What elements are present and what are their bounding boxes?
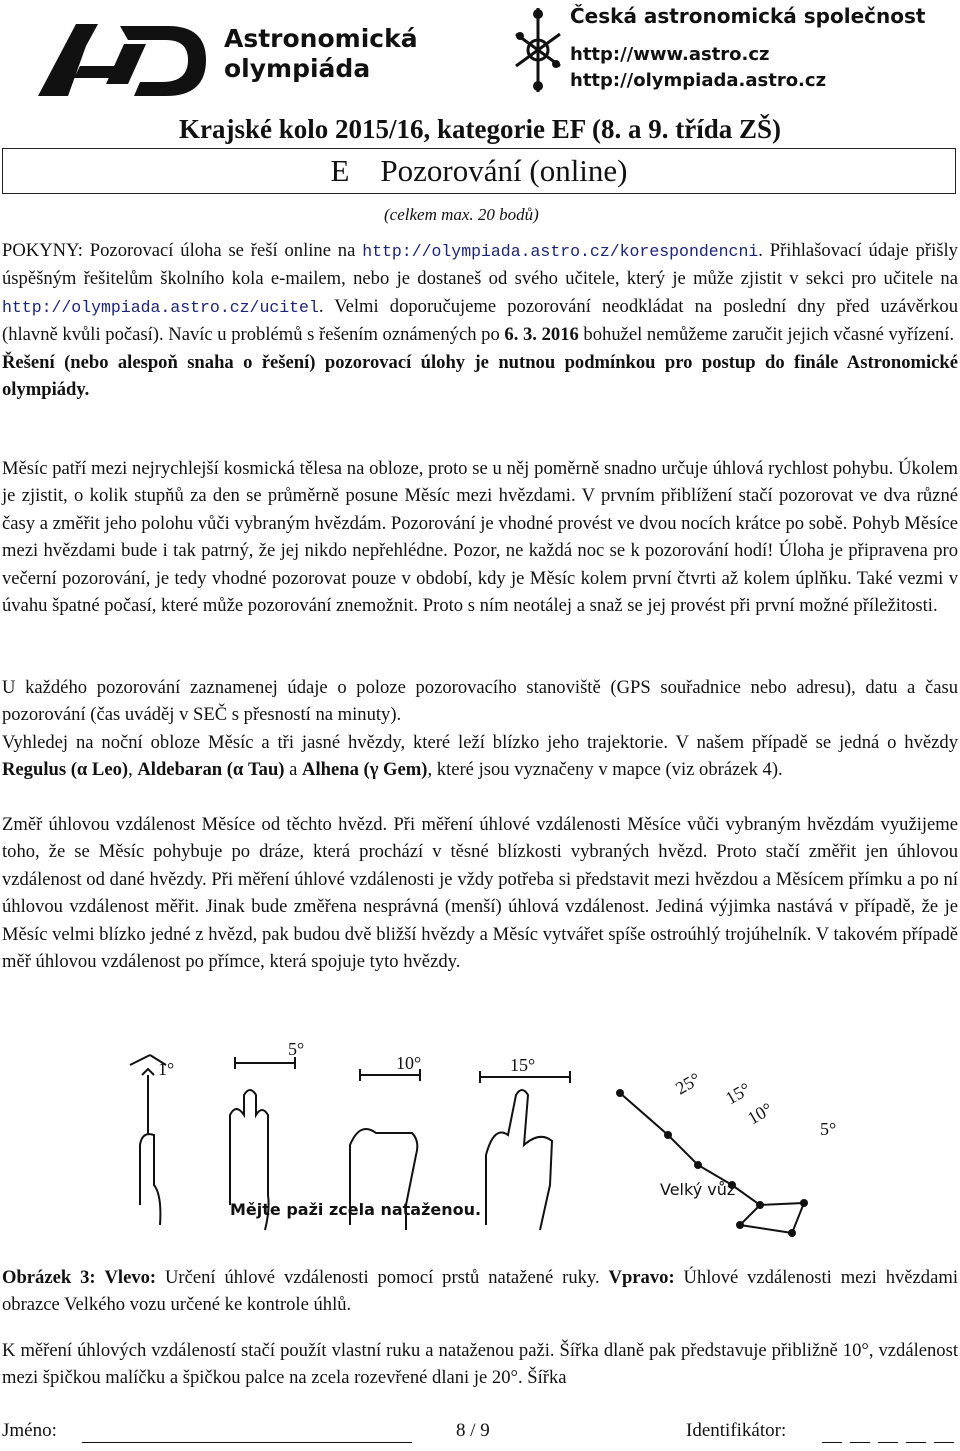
- instructions-text-3: . Velmi doporučujeme pozorování neodkládat na poslední dny před uzávěrkou (hlavně kvůli počasí). Navíc u problémů s řešením oznámených po: [2, 295, 958, 346]
- section-title: [2, 148, 956, 194]
- instructions-text-4: bohužel nemůžeme zaručit jejich včasné vyřízení.: [578, 324, 955, 346]
- olympiad-logo: [28, 4, 428, 104]
- round-title: Krajské kolo 2015/16, kategorie EF (8. a 9. třída ZŠ): [179, 114, 781, 144]
- body-paragraph-3: [2, 729, 958, 784]
- page-footer: [2, 1420, 958, 1448]
- identifier-field[interactable]: [822, 1442, 958, 1443]
- dipper-label-5: 5°: [820, 1119, 837, 1139]
- instructions-bold-note: Řešení (nebo alespoň snaha o řešení) pozorovací úlohy je nutnou podmínkou pro postup do finále Astronomické olympiády.: [2, 351, 958, 401]
- constellation-name: Velký vůz: [660, 1180, 736, 1199]
- instructions-label: POKYNY:: [2, 240, 83, 261]
- star-regulus: Regulus (α Leo): [2, 759, 129, 781]
- body-p3-text-b: ,: [128, 759, 138, 781]
- body-paragraph-1: Měsíc patří mezi nejrychlejší kosmická tělesa na obloze, proto se u něj poměrně snadno určuje úhlová rychlost pohybu. Úkolem je zjistit, o kolik stupňů za den se průměrně posune Měsíc mezi hvězdami. V prvním přiblížení stačí pozorovat ve dva různé časy a změřit jeho polohu vůči vybraným hvězdám. Pozorování je vhodné provést ve dvou nocích krátce po sobě. Pohyb Měsíce mezi hvězdami bude i tak patrný, že jej nikdo nepřehlédne. Pozor, ne každá noc se k pozorování hodí! Úloha je připravena pro večerní pozorování, je tedy vhodné pozorovat pouze v období, kdy je Měsíc kolem první čtvrti až kolem úplňku. Také vezmi v úvahu špatné počasí, které může pozorování znemožnit. Proto s ním neotálej a snaž se jej provést při první možné příležitosti.: [2, 458, 958, 617]
- caption-right-label: Vpravo:: [608, 1267, 675, 1288]
- figure-hand-angles: [120, 1035, 840, 1240]
- caption-right-text: Úhlové vzdálenosti mezi hvězdami obrazce Velkého vozu určené ke kontrole úhlů.: [2, 1267, 958, 1316]
- figure-hint: Mějte paži zcela nataženou.: [230, 1200, 482, 1219]
- identifier-label: Identifikátor:: [686, 1420, 787, 1441]
- deadline-date: 6. 3. 2016: [504, 324, 579, 346]
- label-15-degree: 15°: [510, 1055, 536, 1075]
- page-number: 8 / 9: [456, 1420, 490, 1441]
- society-name: Česká astronomická společnost: [570, 4, 926, 28]
- society-url-1[interactable]: http://www.astro.cz: [570, 44, 770, 65]
- figure-caption: [2, 1264, 958, 1319]
- label-10-degree: 10°: [396, 1053, 422, 1073]
- dipper-label-15: 15°: [722, 1078, 754, 1109]
- olympiad-logo-mark: [28, 4, 228, 104]
- caption-left-text: Určení úhlové vzdálenosti pomocí prstů natažené ruky.: [156, 1267, 609, 1288]
- dipper-label-25: 25°: [672, 1068, 704, 1099]
- society-header: [530, 4, 950, 100]
- body-paragraph-4: Změř úhlovou vzdálenost Měsíce od těchto hvězd. Při měření úhlové vzdálenosti Měsíce vůči vybraným hvězdám využijeme toho, že se Měsíc pohybuje po dráze, která prochází v těsné blízkosti vybraných hvězd. Proto stačí změřit jen úhlovou vzdálenost od dané hvězdy. Při měření úhlové vzdálenosti je vždy potřeba si představit mezi hvězdou a Měsícem přímku a po ní úhlovou vzdálenost měřit. Jinak bude změřena nesprávná (menší) úhlová vzdálenost. Jediná výjimka nastává v případě, že je Měsíc velmi blízko jedné z hvězd, pak budou dvě bližší hvězdy a Měsíc vytvářet spíše ostroúhlý trojúhelník. V takovém případě měř úhlovou vzdálenost po přímce, která spojuje tyto hvězdy.: [2, 814, 958, 973]
- name-field[interactable]: [82, 1442, 412, 1443]
- body-p3-text-a: Vyhledej na noční obloze Měsíc a tři jasné hvězdy, které leží blízko jeho trajektorie. V našem případě se jedná o hvězdy: [2, 732, 958, 753]
- instructions-text-2: . Přihlašovací údaje přišly úspěšným řešitelům školního kola e-mailem, nebo je dostaneš od svého učitele, který je může zjistit v sekci pro učitele na: [2, 240, 958, 290]
- society-emblem-icon: [510, 4, 566, 96]
- label-1-degree: 1°: [158, 1059, 175, 1079]
- dipper-label-10: 10°: [744, 1098, 776, 1129]
- logo-line-1: Astronomická: [224, 24, 418, 53]
- body-paragraph-5: K měření úhlových vzdáleností stačí použít vlastní ruku a nataženou paži. Šířka dlaně pak představuje přibližně 10°, vzdálenost mezi špičkou malíčku a špičkou palce na zcela rozevřené dlani je 20°. Šířka: [2, 1340, 958, 1389]
- logo-title: [224, 24, 418, 84]
- star-aldebaran: Aldebaran (α Tau): [137, 759, 285, 781]
- korespondencni-link[interactable]: http://olympiada.astro.cz/korespondencni: [362, 242, 759, 261]
- ucitel-link[interactable]: http://olympiada.astro.cz/ucitel: [2, 297, 319, 317]
- max-points: (celkem max. 20 bodů): [384, 205, 539, 224]
- star-alhena: Alhena (γ Gem): [302, 759, 428, 781]
- society-url-2[interactable]: http://olympiada.astro.cz: [570, 70, 827, 91]
- name-label: Jméno:: [2, 1420, 57, 1441]
- instructions-paragraph: [2, 237, 958, 403]
- caption-left-label: Vlevo:: [104, 1267, 157, 1288]
- section-title-text: E Pozorování (online): [330, 153, 628, 188]
- body-p3-text-d: , které jsou vyznačeny v mapce (viz obrázek 4).: [427, 759, 783, 781]
- body-paragraph-2: U každého pozorování zaznamenej údaje o poloze pozorovacího stanoviště (GPS souřadnice nebo adresu), datu a času pozorování (čas uváděj v SEČ s přesností na minuty).: [2, 677, 958, 726]
- logo-line-2: olympiáda: [224, 54, 371, 83]
- body-p3-text-c: a: [284, 759, 303, 781]
- figure-illustration: [120, 1035, 840, 1240]
- instructions-text-1: Pozorovací úloha se řeší online na: [82, 240, 363, 261]
- caption-label: Obrázek 3:: [2, 1267, 96, 1288]
- label-5-degree: 5°: [288, 1039, 305, 1059]
